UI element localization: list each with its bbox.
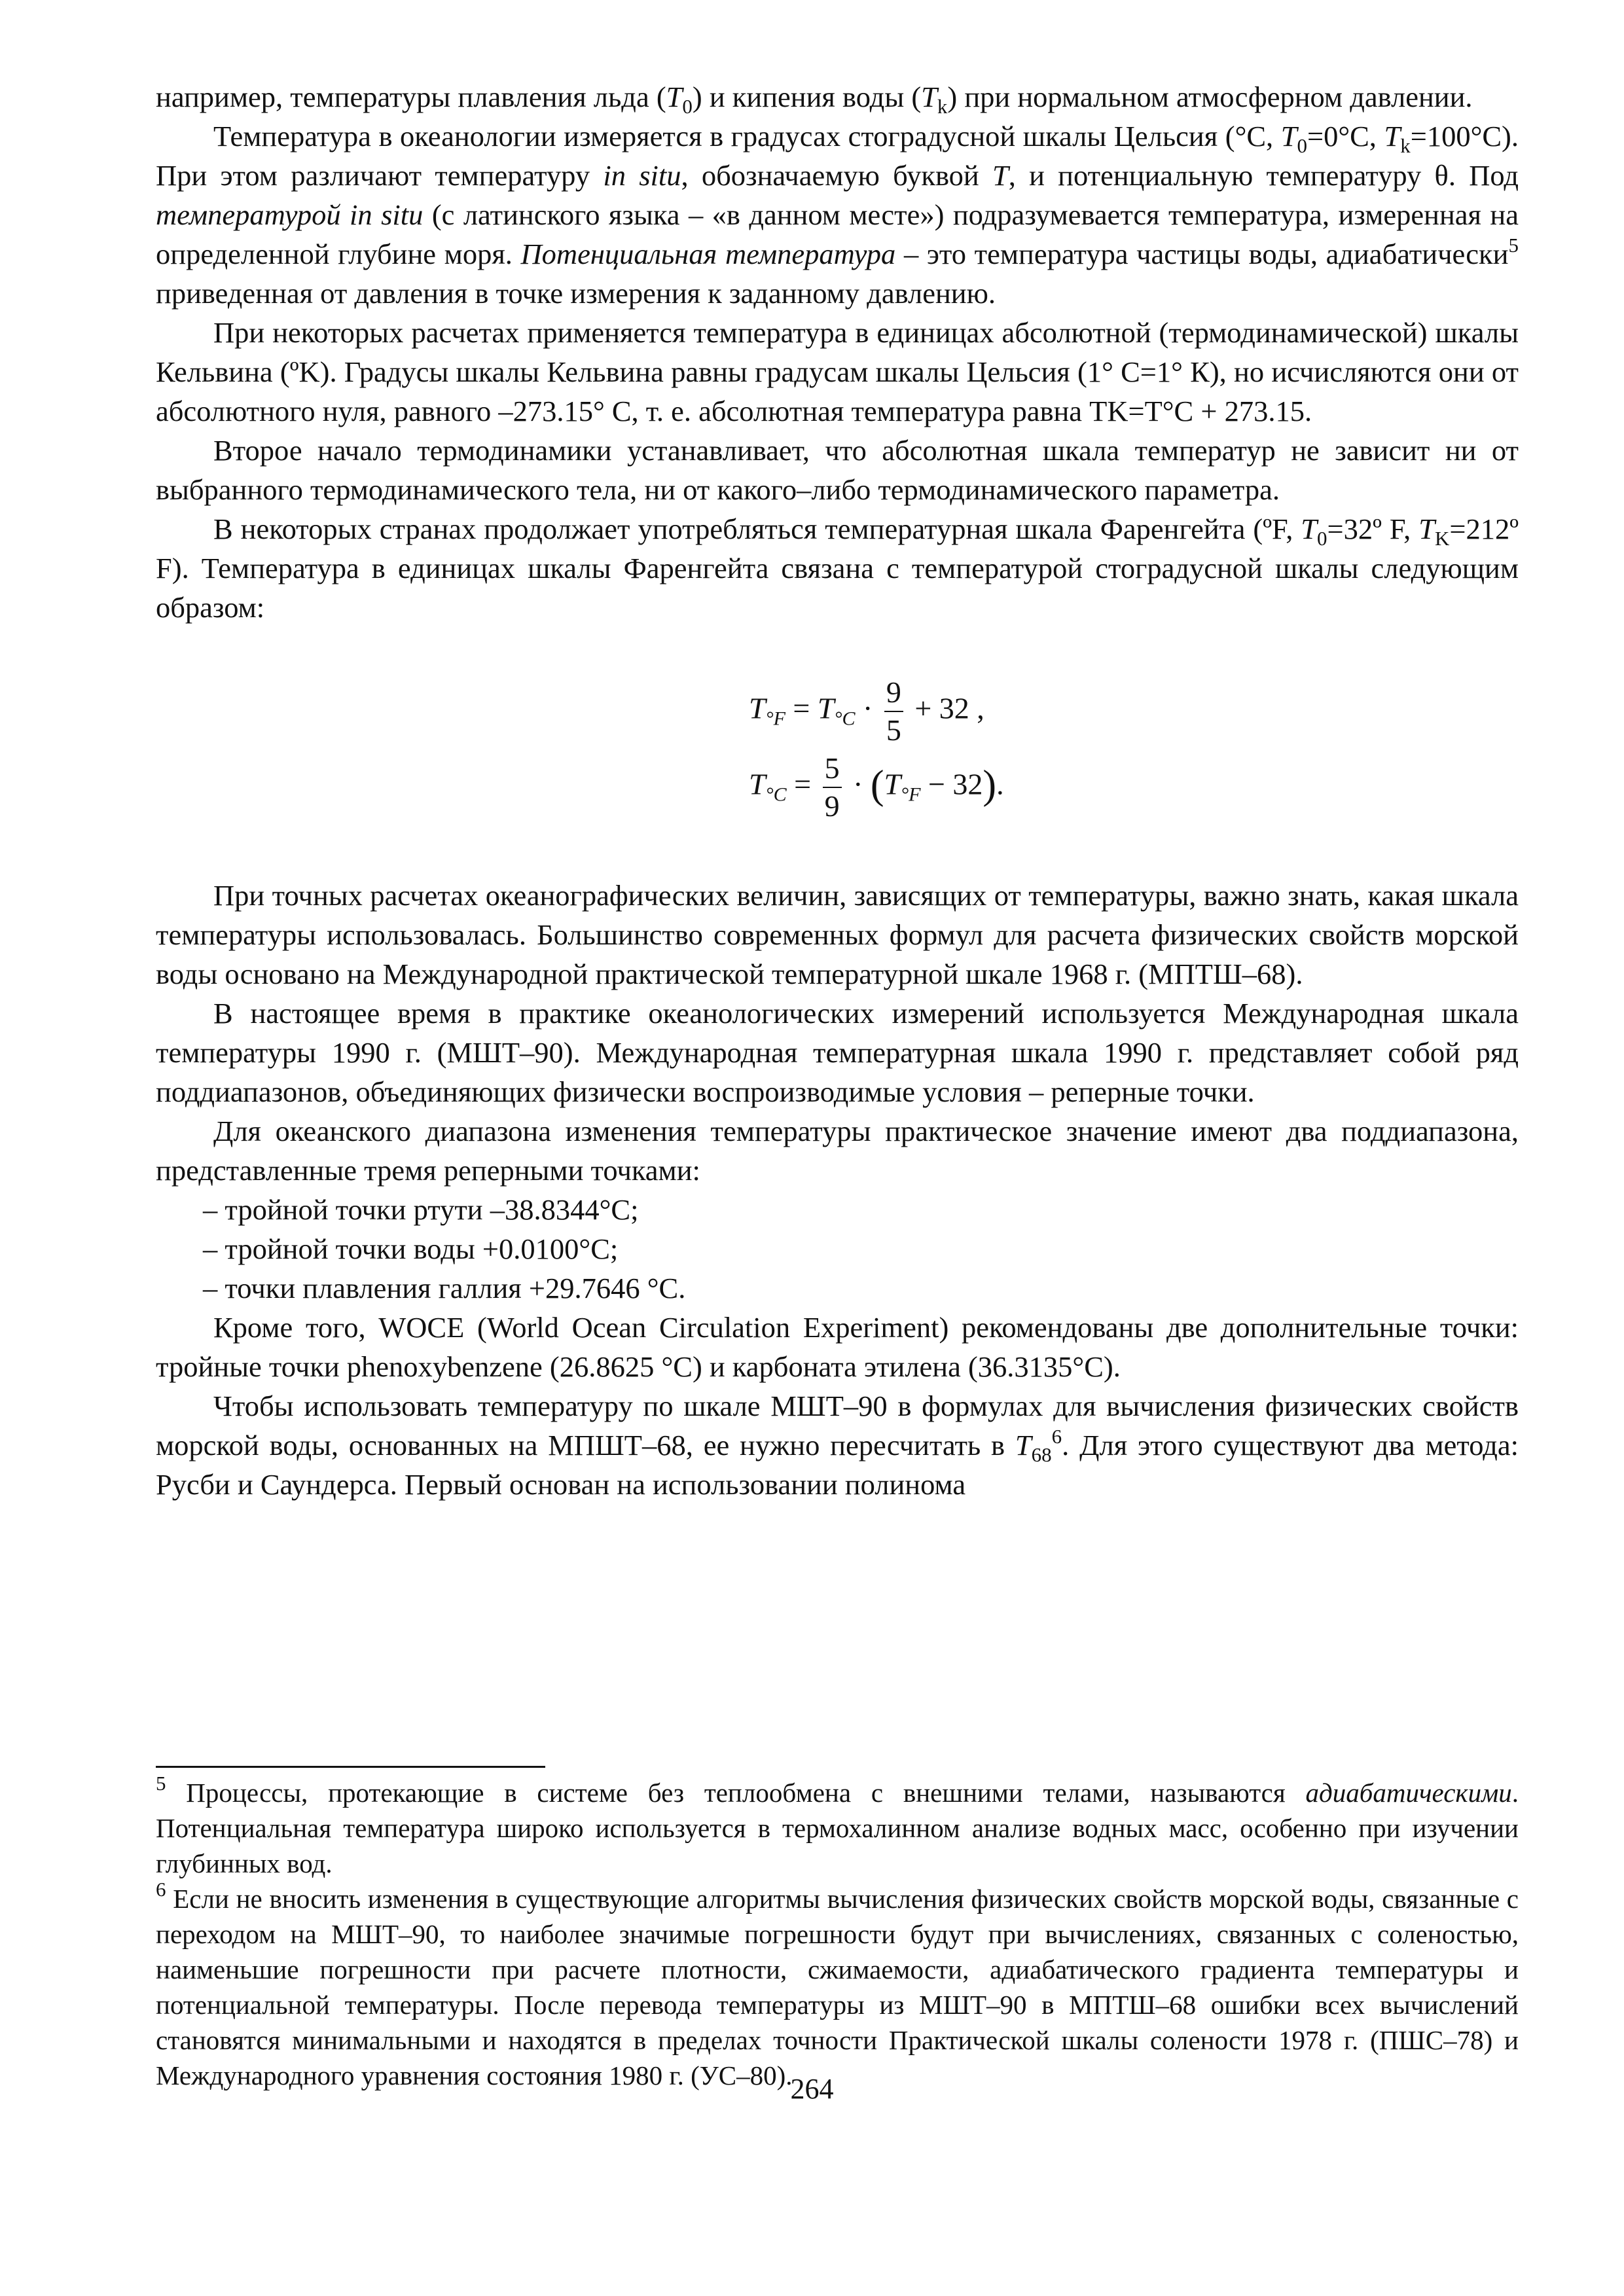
page-number: 264 [790, 2073, 834, 2105]
paragraph-5: В некоторых странах продолжает употребляться температурная шкала Фаренгейта (ºF, $T_0=32º$ F, $T_K=212º$ F). Температура в единицах шкалы Фаренгейта связана с температурой стоградусной шкалы следующим образом: [156, 512, 1519, 624]
equation-block [156, 647, 1519, 836]
list-item: – тройной точки ртути –38.8344°С; [203, 1193, 639, 1226]
footnote-6: $^6$ Если не вносить изменения в существующие алгоритмы вычисления физических свойств морской воды, связанные с переходом на МШТ–90, то наиболее значимые погрешности будут при вычислениях, связанных с соленостью, наименьшие погрешности при расчете плотности, сжимаемости, адиабатического градиента температуры и потенциальной температуры. После перевода температуры из МШТ–90 в МПТШ–68 ошибки всех вычислений становятся минимальными и находятся в пределах точности Практической шкалы солености 1978 г. (ПШС–78) и Международного уравнения состояния 1980 г. (УС–80). [156, 1878, 1519, 2090]
footnote-5: $^5$ Процессы, протекающие в системе без теплообмена с внешними телами, называются адиабатическими. Потенциальная температура широко используется в термохалинном анализе водных масс, особенно при изучении глубинных вод. [156, 1772, 1519, 1878]
equation-fahrenheit: $T_{^\circ F} = T_{^\circ C}$ · $\frac{9}{5}$ + 32 , [749, 675, 984, 747]
paragraph-4: Второе начало термодинамики устанавливает, что абсолютная шкала температур не зависит ни от выбранного термодинамического тела, ни от какого–либо термодинамического параметра. [156, 434, 1519, 506]
equation-celsius: $T_{^\circ C}$ = $\frac{5}{9}$ · $(T_{^\circ F} - 32)$. [749, 751, 1004, 823]
footnote-ref-5: 5 [1508, 234, 1519, 257]
footnotes [156, 1772, 1519, 2093]
footnote-ref-6: 6 [1051, 1425, 1062, 1448]
paragraph-6: При точных расчетах океанографических величин, зависящих от температуры, важно знать, какая шкала температуры использовалась. Большинство современных формул для расчета физических свойств морской воды основано на Международной практической температурной шкале 1968 г. (МПТШ–68). [156, 879, 1519, 990]
footnote-divider [156, 1766, 545, 1768]
paragraph-8: Для океанского диапазона изменения температуры практическое значение имеют два поддиапазона, представленные тремя реперными точками: [156, 1115, 1519, 1187]
paragraph-10: Чтобы использовать температуру по шкале МШТ–90 в формулах для вычисления физических свойств морской воды, основанных на МПШТ–68, ее нужно пересчитать в $T_{68}^6$. Для этого существуют два метода: Русби и Саундерса. Первый основан на использовании полинома [156, 1390, 1519, 1501]
paragraph-7: В настоящее время в практике океанологических измерений используется Международная шкала температуры 1990 г. (МШТ–90). Международная температурная шкала 1990 г. представляет собой ряд поддиапазонов, объединяющих физически воспроизводимые условия – реперные точки. [156, 997, 1519, 1108]
paragraph-9: Кроме того, WOCE (World Ocean Circulation Experiment) рекомендованы две дополнительные точки: тройные точки phenoxybenzene (26.8625 °С) и карбоната этилена (36.3135°С). [156, 1311, 1519, 1383]
list-item: – тройной точки воды +0.0100°С; [203, 1232, 619, 1265]
page-body [156, 77, 1519, 1504]
paragraph-1: например, температуры плавления льда $(T_0)$ и кипения воды $(T_k)$ при нормальном атмосферном давлении. [156, 81, 1473, 118]
paragraph-3: При некоторых расчетах применяется температура в единицах абсолютной (термодинамической) шкалы Кельвина (ºK). Градусы шкалы Кельвина равны градусам шкалы Цельсия (1° С=1° К), но исчисляются они от абсолютного нуля, равного –273.15° С, т. е. абсолютная температура равна ТK=T°С + 273.15. [156, 316, 1519, 427]
list-item: – точки плавления галлия +29.7646 °С. [203, 1272, 686, 1304]
paragraph-2: Температура в океанологии измеряется в градусах стоградусной шкалы Цельсия (°С, $T_0=0^\circ С$, $T_k=100^\circ С$). При этом различают температуру in situ, обозначаемую буквой T, и потенциальную температуру θ. Под температурой in situ (с латинского языка – «в данном месте») подразумевается температура, измеренная на определенной глубине моря. Потенциальная температура – это температура частицы воды, адиабатически$^5$ приведенная от давления в точке измерения к заданному давлению. [156, 120, 1519, 310]
